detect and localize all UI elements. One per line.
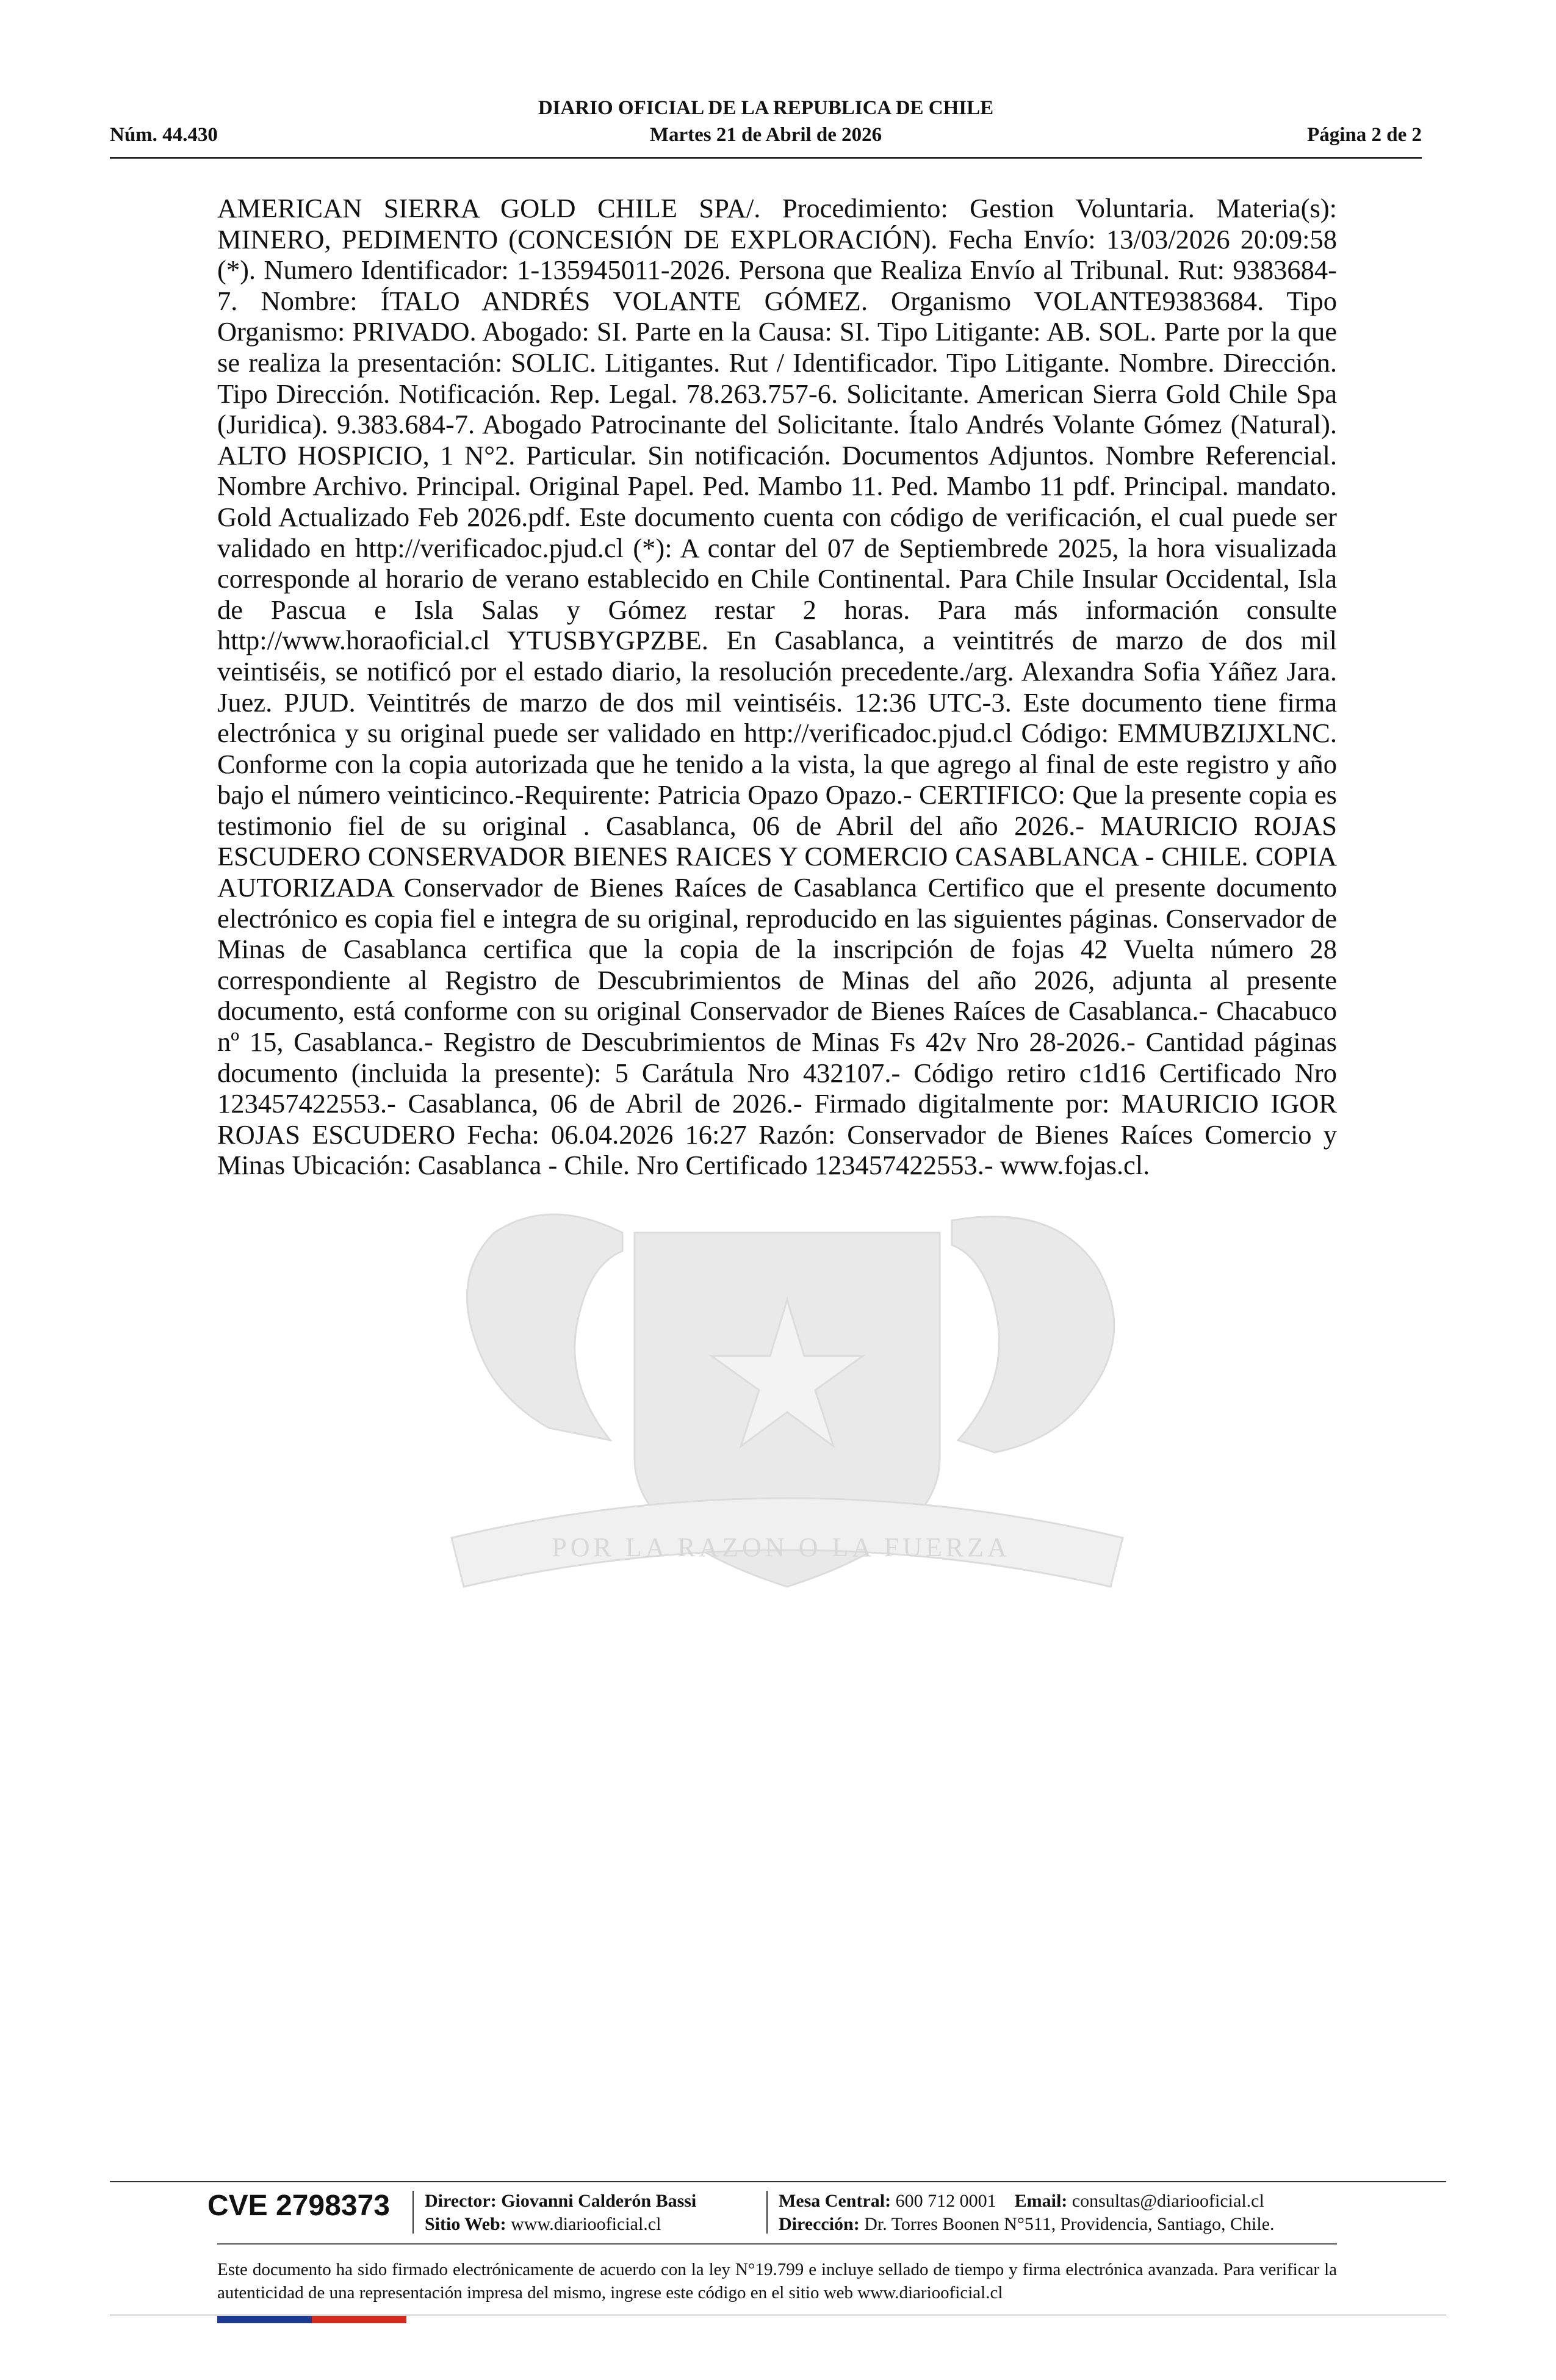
flag-color-bar (217, 2316, 406, 2323)
flag-red-segment (312, 2316, 406, 2323)
electronic-signature-note: Este documento ha sido firmado electrónicamente de acuerdo con la ley N°19.799 e incluye sellado de tiempo y firma electrónica avanzada. Para verificar la autenticidad de una representación impresa del mismo, ingrese este código en el sitio web www.diariooficial.cl (217, 2260, 1337, 2302)
footer-separator (766, 2191, 768, 2234)
newspaper-title: DIARIO OFICIAL DE LA REPUBLICA DE CHILE (538, 97, 994, 119)
issue-number: Núm. 44.430 (110, 124, 218, 146)
phone-number: 600 712 0001 (895, 2191, 996, 2211)
footer-divider-middle (217, 2243, 1337, 2245)
address-label: Dirección: (779, 2214, 860, 2234)
email-link[interactable]: consultas@diariooficial.cl (1072, 2191, 1264, 2211)
condor-shape (952, 1217, 1114, 1452)
footer-divider-top (110, 2181, 1446, 2182)
page-indicator: Página 2 de 2 (1307, 124, 1422, 146)
motto-text: POR LA RAZON O LA FUERZA (552, 1532, 1010, 1562)
cve-code: CVE 2798373 (207, 2190, 390, 2222)
director-label: Director: (425, 2191, 497, 2211)
footer-director-block (425, 2190, 696, 2236)
document-body: AMERICAN SIERRA GOLD CHILE SPA/. Procedimiento: Gestion Voluntaria. Materia(s): MINERO, PEDIMENTO (CONCESIÓN DE EXPLORACIÓN). Fecha Envío: 13/03/2026 20:09:58 (*). Numero Identificador: 1-135945011-2026. Persona que Realiza Envío al Tribunal. Rut: 9383684-7. Nombre: ÍTALO ANDRÉS VOLANTE GÓMEZ. Organismo VOLANTE9383684. Tipo Organismo: PRIVADO. Abogado: SI. Parte en la Causa: SI. Tipo Litigante: AB. SOL. Parte por la que se realiza la presentación: SOLIC. Litigantes. Rut / Identificador. Tipo Litigante. Nombre. Dirección. Tipo Dirección. Notificación. Rep. Legal. 78.263.757-6. Solicitante. American Sierra Gold Chile Spa (Juridica). 9.383.684-7. Abogado Patrocinante del Solicitante. Ítalo Andrés Volante Gómez (Natural). ALTO HOSPICIO, 1 N°2. Particular. Sin notificación. Documentos Adjuntos. Nombre Referencial. Nombre Archivo. Principal. Original Papel. Ped. Mambo 11. Ped. Mambo 11 pdf. Principal. mandato. Gold Actualizado Feb 2026.pdf. Este documento cuenta con código de verificación, el cual puede ser validado en http://verificadoc.pjud.cl (*): A contar del 07 de Septiembrede 2025, la hora visualizada corresponde al horario de verano establecido en Chile Continental. Para Chile Insular Occidental, Isla de Pascua e Isla Salas y Gómez restar 2 horas. Para más información consulte http://www.horaoficial.cl YTUSBYGPZBE. En Casablanca, a veintitrés de marzo de dos mil veintiséis, se notificó por el estado diario, la resolución precedente./arg. Alexandra Sofia Yáñez Jara. Juez. PJUD. Veintitrés de marzo de dos mil veintiséis. 12:36 UTC-3. Este documento tiene firma electrónica y su original puede ser validado en http://verificadoc.pjud.cl Código: EMMUBZIJXLNC. Conforme con la copia autorizada que he tenido a la vista, la que agrego al final de este registro y año bajo el número veinticinco.-Requirente: Patricia Opazo Opazo.- CERTIFICO: Que la presente copia es testimonio fiel de su original . Casablanca, 06 de Abril del año 2026.- MAURICIO ROJAS ESCUDERO CONSERVADOR BIENES RAICES Y COMERCIO CASABLANCA - CHILE. COPIA AUTORIZADA Conservador de Bienes Raíces de Casablanca Certifico que el presente documento electrónico es copia fiel e integra de su original, reproducido en las siguientes páginas. Conservador de Minas de Casablanca certifica que la copia de la inscripción de fojas 42 Vuelta número 28 correspondiente al Registro de Descubrimientos de Minas del año 2026, adjunta al presente documento, está conforme con su original Conservador de Bienes Raíces de Casablanca.- Chacabuco nº 15, Casablanca.- Registro de Descubrimientos de Minas Fs 42v Nro 28-2026.- Cantidad páginas documento (incluida la presente): 5 Carátula Nro 432107.- Código retiro c1d16 Certificado Nro 123457422553.- Casablanca, 06 de Abril de 2026.- Firmado digitalmente por: MAURICIO IGOR ROJAS ESCUDERO Fecha: 06.04.2026 16:27 Razón: Conservador de Bienes Raíces Comercio y Minas Ubicación: Casablanca - Chile. Nro Certificado 123457422553.- www.fojas.cl. (217, 193, 1337, 1181)
email-label: Email: (1014, 2191, 1068, 2211)
director-name: Giovanni Calderón Bassi (501, 2191, 697, 2211)
address-text: Dr. Torres Boonen N°511, Providencia, Santiago, Chile. (864, 2214, 1275, 2234)
header-divider (110, 157, 1422, 159)
flag-blue-segment (217, 2316, 312, 2323)
page-header (110, 95, 1422, 156)
footer-contact-block (779, 2190, 1275, 2236)
coat-of-arms-watermark (293, 1196, 1269, 1635)
phone-label: Mesa Central: (779, 2191, 891, 2211)
website-label: Sitio Web: (425, 2214, 506, 2234)
issue-date: Martes 21 de Abril de 2026 (649, 124, 882, 146)
footer-separator (412, 2191, 414, 2234)
huemul-shape (467, 1214, 622, 1440)
website-link[interactable]: www.diariooficial.cl (511, 2214, 661, 2234)
